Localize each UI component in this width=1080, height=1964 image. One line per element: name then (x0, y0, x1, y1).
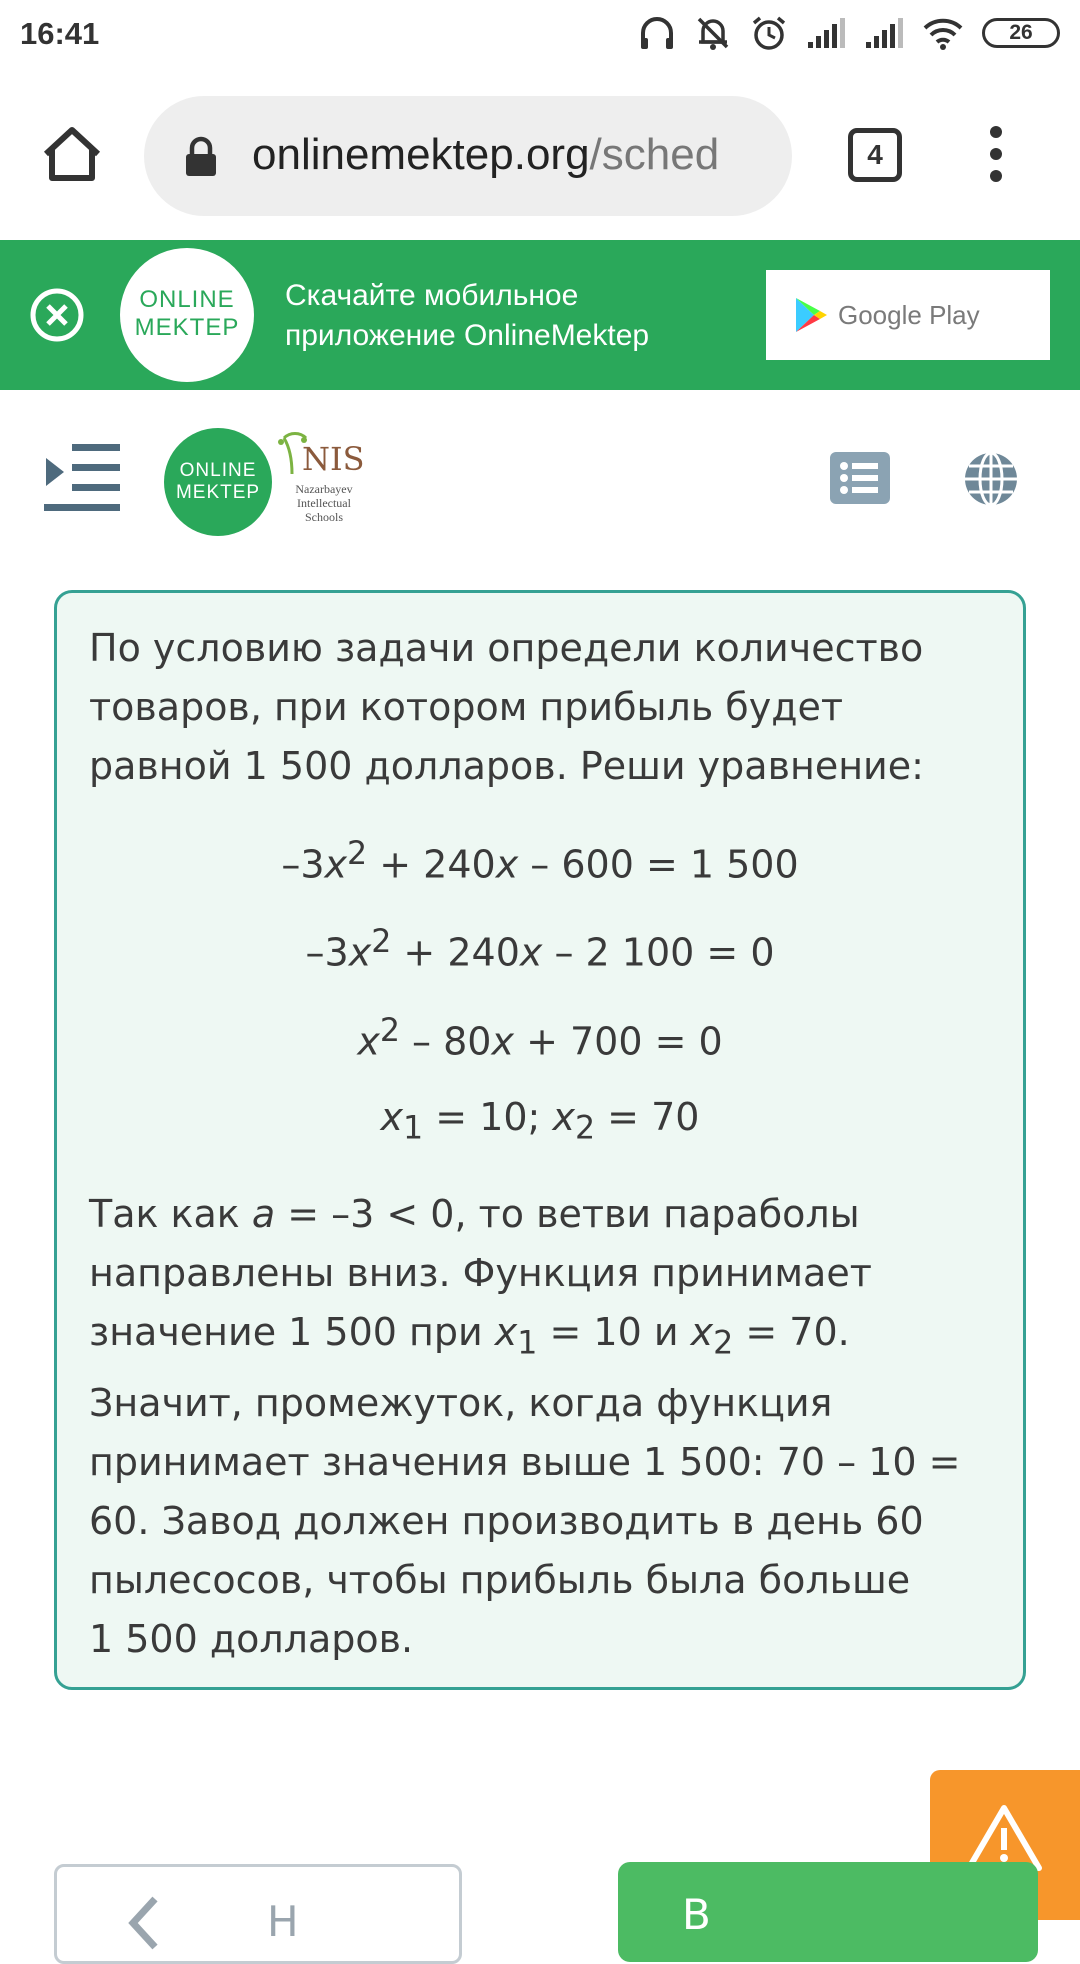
eq-term: + 240 (391, 930, 520, 975)
eq-subscript: 1 (403, 1110, 424, 1147)
signal-icon (806, 16, 846, 50)
nis-line1: Nazarbayev (295, 482, 353, 496)
intro-line: По условию задачи определи количество (89, 626, 924, 670)
text-run: Так как (89, 1192, 252, 1236)
task-intro (89, 619, 999, 796)
intro-line: товаров, при котором прибыль будет (89, 685, 844, 729)
text-subscript: 2 (713, 1325, 734, 1362)
conclusion-line: пылесосов, чтобы прибыль была больше (89, 1557, 911, 1602)
equation-2 (57, 924, 1023, 975)
text-var: x (494, 1310, 518, 1354)
headphones-icon (638, 14, 676, 52)
eq-var: x (552, 1095, 575, 1139)
url-path: /sched (589, 130, 720, 179)
google-play-label: Google Play (838, 299, 980, 330)
url-text (252, 130, 719, 180)
eq-var: x (491, 1019, 514, 1064)
app-download-banner (0, 240, 1080, 390)
browser-toolbar (0, 72, 1080, 240)
logo-line2: MEKTEP (134, 314, 240, 341)
google-play-icon (794, 296, 828, 334)
url-domain: onlinemektep.org (252, 130, 590, 179)
site-header (0, 390, 1080, 560)
text-subscript: 1 (517, 1325, 538, 1362)
text-run: = –3 < 0, то ветви параболы (275, 1192, 860, 1236)
eq-var: x (495, 842, 519, 887)
conclusion-line (89, 1185, 999, 1244)
list-icon (830, 452, 890, 504)
nis-subtitle (276, 482, 372, 524)
menu-toggle-icon[interactable] (44, 442, 122, 512)
text-var: x (690, 1310, 714, 1354)
eq-exponent: 2 (347, 836, 368, 872)
eq-term: = 10; (423, 1095, 553, 1139)
next-label: В (682, 1890, 711, 1939)
equation-1 (57, 836, 1023, 887)
conclusion-line (89, 1303, 999, 1374)
google-play-button[interactable] (766, 270, 1050, 360)
conclusion-line: направлены вниз. Функция принимает (89, 1251, 872, 1295)
text-var: a (251, 1192, 276, 1236)
banner-line1: Скачайте мобильное (285, 279, 579, 312)
eq-term: – 2 100 = 0 (542, 930, 775, 975)
nis-letters: NIS (302, 440, 365, 478)
close-icon[interactable] (30, 288, 84, 342)
alarm-icon (750, 14, 788, 52)
signal-icon (864, 16, 904, 50)
previous-button[interactable] (54, 1864, 462, 1964)
text-run: = 70. (733, 1310, 850, 1354)
banner-line2: приложение OnlineMektep (285, 319, 650, 352)
banner-text (285, 276, 715, 356)
eq-term: –3 (281, 842, 325, 887)
task-list-button[interactable] (830, 452, 890, 504)
eq-term: – 80 (399, 1019, 492, 1064)
lock-icon (184, 136, 218, 178)
equation-roots (57, 1095, 1023, 1147)
globe-icon[interactable] (962, 450, 1020, 508)
conclusion-line: 1 500 долларов. (89, 1616, 414, 1661)
conclusion-line: Значит, промежуток, когда функция (89, 1380, 833, 1425)
eq-var: x (324, 842, 347, 887)
conclusion-line: принимает значения выше 1 500: 70 – 10 = (89, 1439, 961, 1484)
nis-line3: Schools (304, 510, 343, 524)
more-menu-icon[interactable] (976, 124, 1016, 184)
logo-line2: MEKTEP (175, 482, 261, 503)
logo-line1: ONLINE (139, 286, 235, 313)
previous-label: Н (267, 1897, 299, 1946)
chevron-left-icon (123, 1893, 163, 1953)
logo-line1: ONLINE (179, 460, 257, 481)
eq-exponent: 2 (371, 924, 392, 960)
conclusion-line: 60. Завод должен производить в день 60 (89, 1498, 924, 1543)
nis-logo (276, 430, 372, 530)
online-mektep-logo (120, 248, 254, 382)
eq-var: x (519, 930, 543, 975)
address-bar[interactable] (144, 96, 792, 216)
text-run: = 10 и (537, 1310, 691, 1354)
eq-var: x (380, 1095, 404, 1139)
home-icon[interactable] (40, 122, 104, 186)
conclusion-text (89, 1185, 999, 1669)
bell-muted-icon (694, 14, 732, 52)
nis-line2: Intellectual (297, 496, 351, 510)
status-bar (0, 0, 1080, 72)
eq-term: + 240 (367, 842, 496, 887)
text-run: значение 1 500 при (89, 1310, 495, 1354)
eq-term: – 600 = 1 500 (518, 842, 799, 887)
tabs-button[interactable]: 4 (848, 128, 902, 182)
eq-term: –3 (305, 930, 349, 975)
eq-term: + 700 = 0 (513, 1019, 723, 1064)
status-time: 16:41 (20, 16, 100, 51)
eq-subscript: 2 (574, 1110, 596, 1147)
eq-term: = 70 (595, 1095, 700, 1139)
intro-line: равной 1 500 долларов. Реши уравнение: (89, 744, 924, 788)
wifi-icon (922, 16, 964, 50)
eq-var: x (348, 930, 372, 975)
battery-icon: 26 (982, 18, 1060, 48)
equation-3 (57, 1013, 1023, 1064)
online-mektep-logo[interactable] (164, 428, 272, 536)
eq-var: x (357, 1019, 380, 1064)
solution-card (54, 590, 1026, 1690)
eq-exponent: 2 (379, 1013, 400, 1049)
next-button[interactable] (618, 1862, 1038, 1962)
status-icons (638, 14, 1060, 52)
